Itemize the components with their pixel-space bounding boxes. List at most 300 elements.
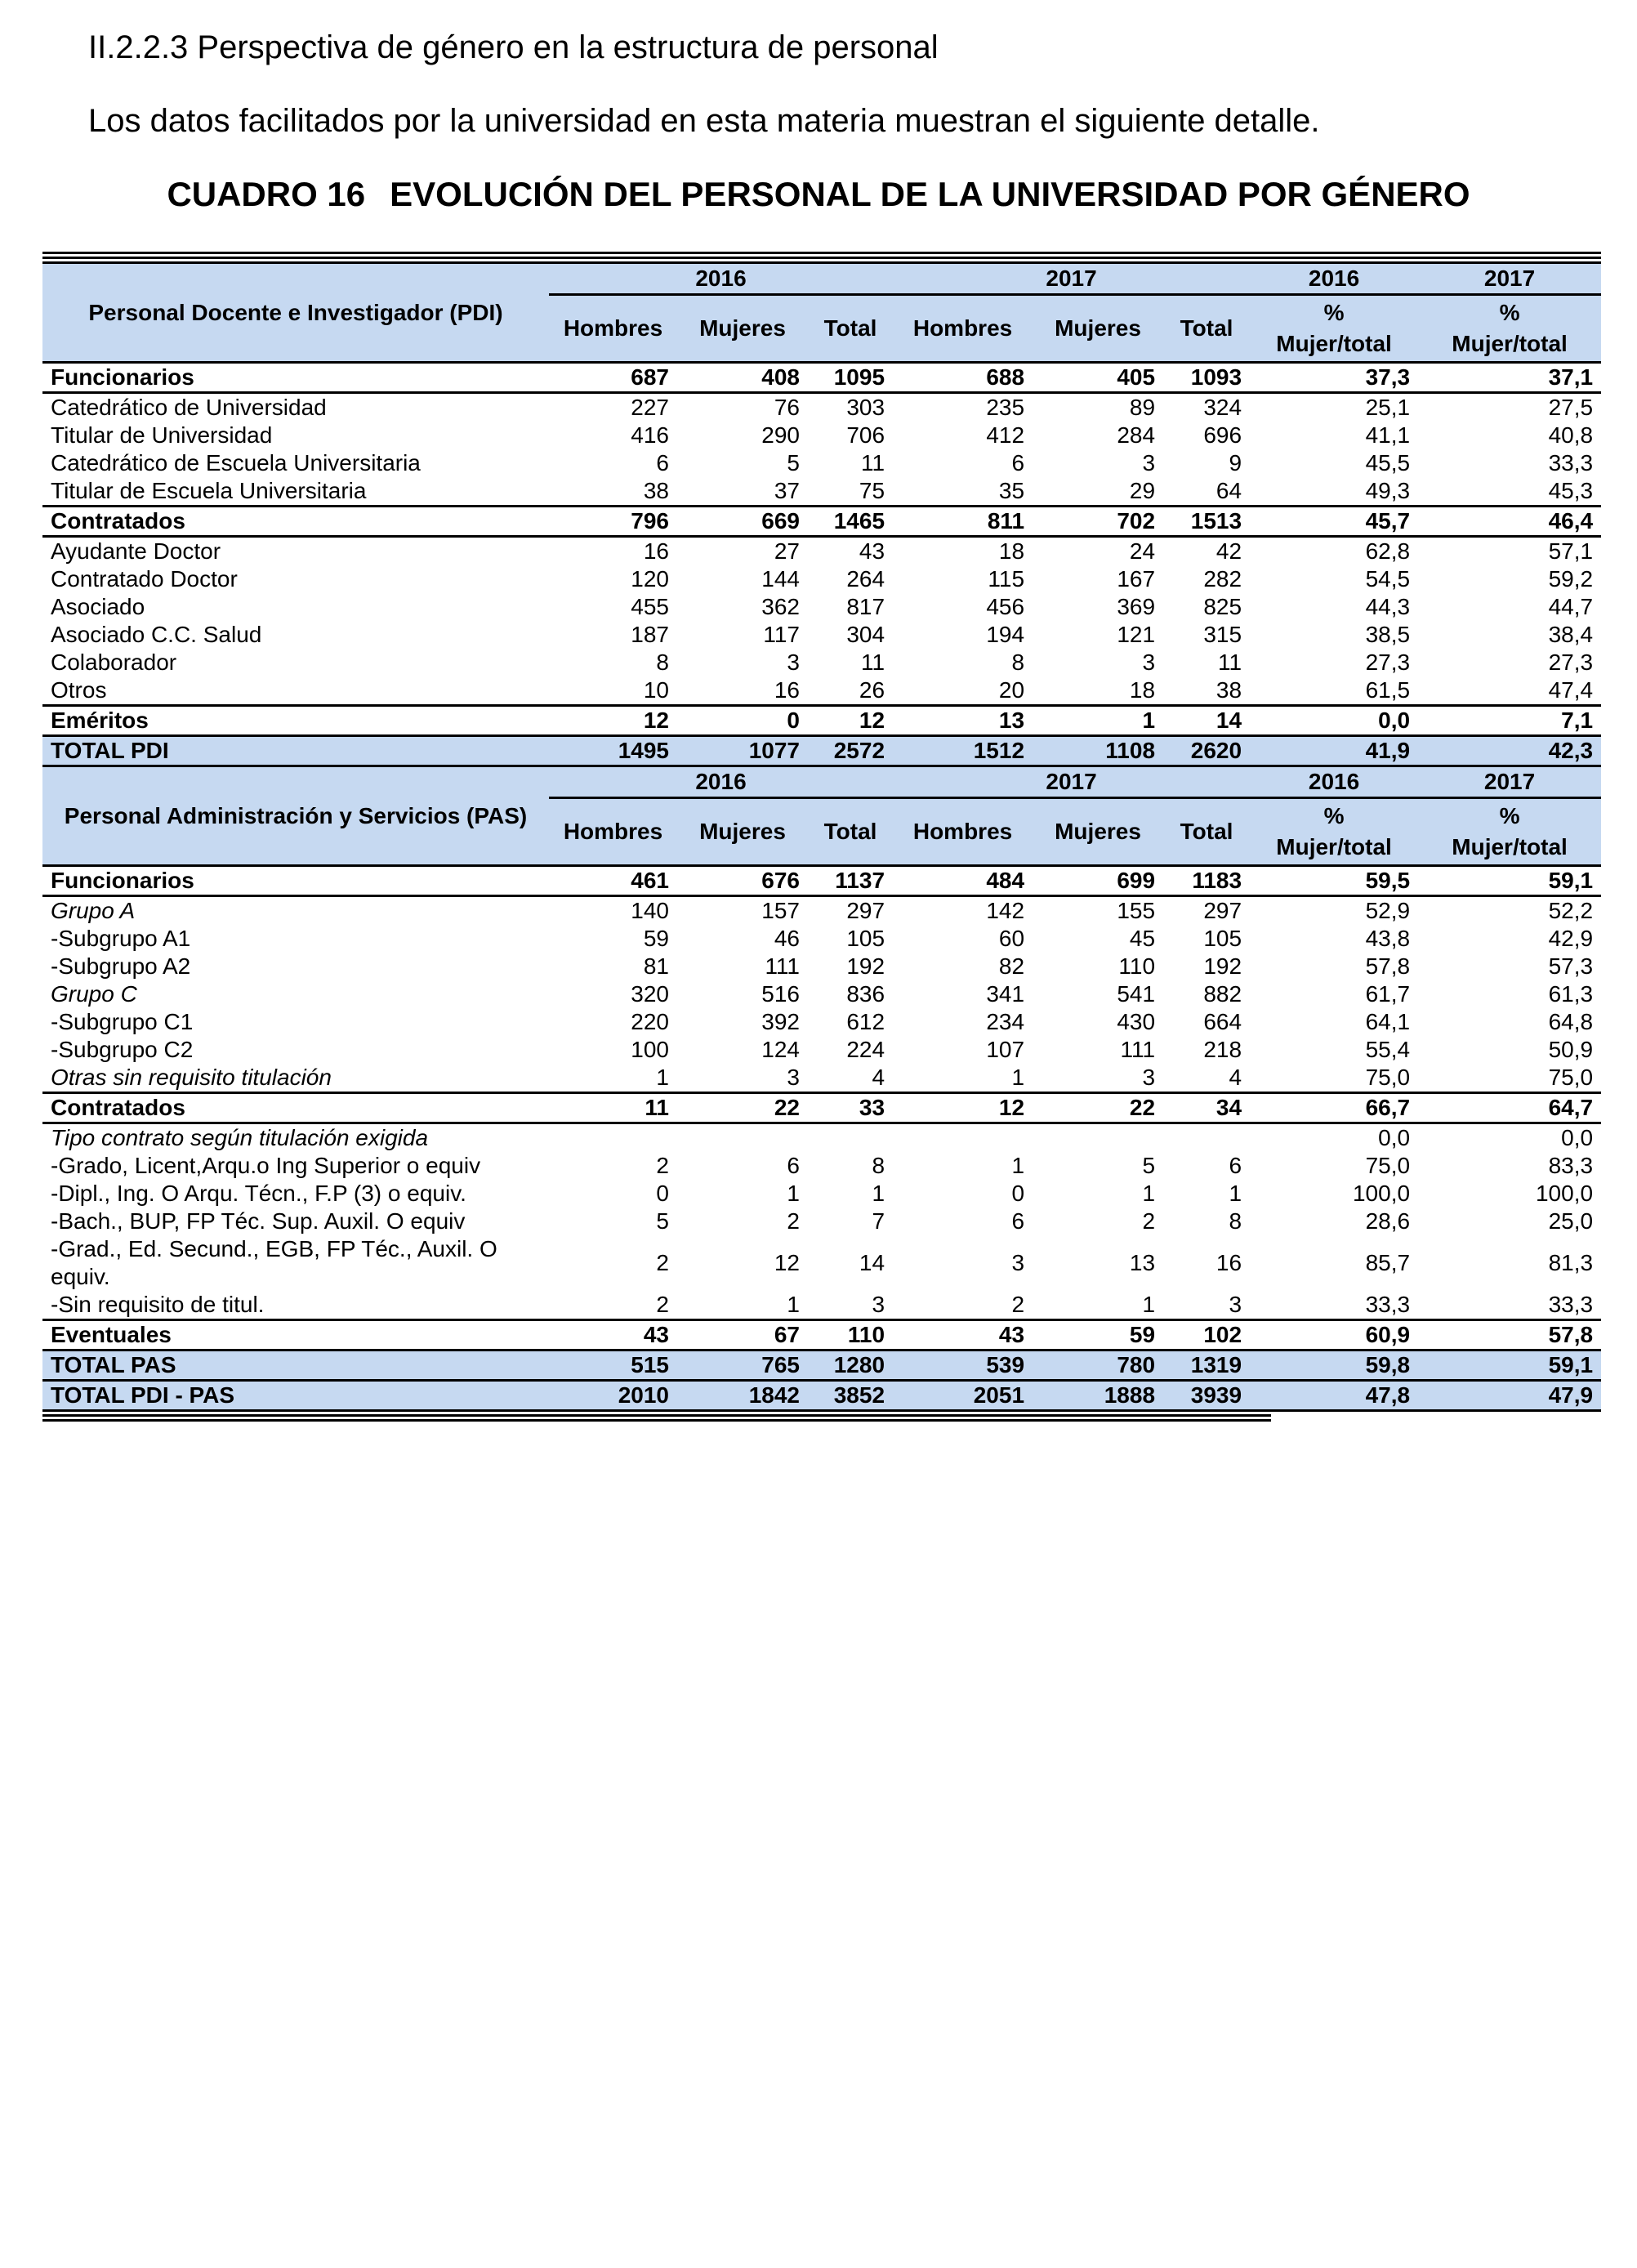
value-cell: 515 — [549, 1351, 677, 1381]
value-cell: 42,3 — [1418, 736, 1601, 766]
pct-mujer-header — [1418, 295, 1601, 363]
value-cell: 167 — [1117, 566, 1156, 592]
value-cell: 3 — [1142, 1065, 1156, 1090]
value-cell: 26 — [859, 677, 885, 703]
value-cell: 3 — [1229, 1292, 1242, 1317]
value-cell: 14 — [859, 1250, 885, 1275]
pct-year-2017-header: 2017 — [1418, 263, 1601, 295]
value-cell: 20 — [998, 677, 1025, 703]
value-cell: 2 — [656, 1153, 669, 1178]
value-cell: 27 — [774, 538, 800, 564]
value-cell: 43 — [893, 1320, 1033, 1351]
row-label: Eméritos — [42, 706, 549, 736]
value-cell: 12 — [774, 1250, 800, 1275]
value-cell: 1495 — [549, 736, 677, 766]
table-row — [42, 1235, 1601, 1291]
value-cell: 2 — [656, 1250, 669, 1275]
value-cell: 1 — [1011, 1065, 1025, 1090]
value-cell: 38,5 — [1365, 622, 1411, 647]
value-cell: 46,4 — [1418, 507, 1601, 537]
value-cell: 0 — [1011, 1181, 1025, 1206]
row-label: -Subgrupo A1 — [51, 926, 191, 951]
value-cell: 67 — [677, 1320, 808, 1351]
value-cell: 405 — [1033, 363, 1163, 393]
row-label: -Bach., BUP, FP Téc. Sup. Auxil. O equiv — [51, 1208, 466, 1234]
value-cell: 284 — [1117, 422, 1156, 448]
value-cell: 1842 — [677, 1381, 808, 1411]
value-cell: 34 — [1163, 1093, 1250, 1123]
value-cell: 83,3 — [1548, 1153, 1594, 1178]
value-cell: 81 — [643, 953, 669, 979]
value-cell: 42,9 — [1548, 926, 1594, 951]
year-2016-header: 2016 — [549, 766, 893, 798]
value-cell: 61,7 — [1365, 981, 1411, 1007]
value-cell: 6 — [787, 1153, 800, 1178]
value-cell: 33,3 — [1548, 450, 1594, 475]
value-cell: 82 — [998, 953, 1025, 979]
value-cell: 45,7 — [1250, 507, 1418, 537]
value-cell: 121 — [1117, 622, 1156, 647]
table-row — [42, 565, 1601, 593]
value-cell: 3 — [1142, 650, 1156, 675]
value-cell: 110 — [808, 1320, 893, 1351]
value-cell: 37,3 — [1250, 363, 1418, 393]
pct-year-2016-header: 2016 — [1250, 263, 1418, 295]
row-label: Catedrático de Universidad — [51, 395, 327, 420]
row-label: Catedrático de Escuela Universitaria — [51, 450, 421, 475]
value-cell: 290 — [761, 422, 800, 448]
row-label: Titular de Universidad — [51, 422, 273, 448]
row-label: TOTAL PDI — [42, 736, 549, 766]
category-row — [42, 866, 1601, 896]
mujeres-header: Mujeres — [1033, 798, 1163, 866]
value-cell: 2 — [1011, 1292, 1025, 1317]
value-cell: 27,3 — [1365, 650, 1411, 675]
value-cell: 484 — [893, 866, 1033, 896]
value-cell: 60,9 — [1250, 1320, 1418, 1351]
row-label: -Grado, Licent,Arqu.o Ing Superior o equiv — [51, 1153, 481, 1178]
value-cell: 687 — [549, 363, 677, 393]
value-cell: 3 — [787, 1065, 800, 1090]
value-cell: 1280 — [808, 1351, 893, 1381]
table-row — [42, 953, 1601, 980]
value-cell: 765 — [677, 1351, 808, 1381]
row-label: Contratados — [42, 507, 549, 537]
value-cell: 44,7 — [1548, 594, 1594, 619]
pct-symbol: % — [1323, 300, 1345, 325]
row-label: Funcionarios — [42, 866, 549, 896]
value-cell: 41,9 — [1250, 736, 1418, 766]
value-cell: 2572 — [808, 736, 893, 766]
pct-label: Mujer/total — [1276, 331, 1392, 356]
value-cell: 1512 — [893, 736, 1033, 766]
value-cell: 107 — [986, 1037, 1025, 1062]
value-cell: 3 — [787, 650, 800, 675]
value-cell: 516 — [761, 981, 800, 1007]
table-row — [42, 422, 1601, 449]
value-cell: 11 — [860, 450, 885, 475]
table-row — [42, 676, 1601, 706]
value-cell: 27,3 — [1548, 650, 1594, 675]
total-row — [42, 1351, 1601, 1381]
value-cell: 120 — [631, 566, 669, 592]
table-row — [42, 980, 1601, 1008]
value-cell: 115 — [988, 566, 1025, 592]
value-cell: 676 — [677, 866, 808, 896]
row-label: -Subgrupo C2 — [51, 1037, 194, 1062]
category-row — [42, 1093, 1601, 1123]
value-cell: 392 — [761, 1009, 800, 1034]
value-cell — [1163, 1123, 1250, 1153]
pct-mujer-header — [1250, 798, 1418, 866]
row-label: TOTAL PAS — [42, 1351, 549, 1381]
value-cell: 59 — [643, 926, 669, 951]
value-cell: 44,3 — [1365, 594, 1411, 619]
value-cell: 38 — [1215, 677, 1242, 703]
intro-paragraph: Los datos facilitados por la universidad en esta materia muestran el siguiente detalle. — [88, 103, 1320, 139]
row-label: Ayudante Doctor — [51, 538, 221, 564]
table-row — [42, 393, 1601, 422]
value-cell: 18 — [998, 538, 1025, 564]
value-cell: 81,3 — [1548, 1250, 1594, 1275]
value-cell: 696 — [1203, 422, 1242, 448]
value-cell: 324 — [1203, 395, 1242, 420]
pct-label: Mujer/total — [1452, 331, 1568, 356]
value-cell: 8 — [656, 650, 669, 675]
value-cell: 49,3 — [1365, 478, 1411, 503]
hombres-header: Hombres — [549, 295, 677, 363]
value-cell: 7 — [872, 1208, 885, 1234]
value-cell: 811 — [893, 507, 1033, 537]
value-cell: 54,5 — [1365, 566, 1411, 592]
value-cell: 4 — [872, 1065, 885, 1090]
value-cell: 1 — [1033, 706, 1163, 736]
row-label: -Subgrupo A2 — [51, 953, 191, 979]
value-cell: 706 — [846, 422, 885, 448]
value-cell: 0,0 — [1250, 706, 1418, 736]
value-cell: 50,9 — [1548, 1037, 1594, 1062]
value-cell: 3939 — [1163, 1381, 1250, 1411]
row-label: -Dipl., Ing. O Arqu. Técn., F.P (3) o equiv. — [51, 1181, 466, 1206]
value-cell: 1137 — [808, 866, 893, 896]
value-cell: 6 — [1229, 1153, 1242, 1178]
value-cell: 25,1 — [1365, 395, 1411, 420]
value-cell: 1095 — [808, 363, 893, 393]
value-cell: 192 — [1203, 953, 1242, 979]
mujeres-header: Mujeres — [677, 798, 808, 866]
value-cell: 66,7 — [1250, 1093, 1418, 1123]
value-cell: 796 — [549, 507, 677, 537]
category-row — [42, 1320, 1601, 1351]
value-cell: 1 — [1229, 1181, 1242, 1206]
total-header: Total — [808, 798, 893, 866]
value-cell: 1 — [1011, 1153, 1025, 1178]
row-label: Contratados — [42, 1093, 549, 1123]
row-label: Contratado Doctor — [51, 566, 238, 592]
value-cell: 412 — [986, 422, 1025, 448]
value-cell: 64 — [1215, 478, 1242, 503]
value-cell: 430 — [1117, 1009, 1156, 1034]
total-header: Total — [1163, 798, 1250, 866]
value-cell: 1 — [787, 1181, 800, 1206]
value-cell: 320 — [631, 981, 669, 1007]
value-cell: 1 — [787, 1292, 800, 1317]
value-cell: 612 — [846, 1009, 885, 1034]
value-cell: 1093 — [1163, 363, 1250, 393]
gender-table-wrapper — [42, 252, 1601, 1422]
gender-staff-table — [42, 261, 1601, 1412]
table-row — [42, 449, 1601, 477]
value-cell: 9 — [1229, 450, 1242, 475]
value-cell: 12 — [808, 706, 893, 736]
table-row — [42, 1123, 1601, 1153]
table-row — [42, 1064, 1601, 1093]
value-cell: 33 — [808, 1093, 893, 1123]
value-cell: 2 — [1142, 1208, 1156, 1234]
value-cell: 234 — [986, 1009, 1025, 1034]
value-cell: 688 — [893, 363, 1033, 393]
value-cell: 102 — [1163, 1320, 1250, 1351]
value-cell: 52,9 — [1365, 898, 1411, 923]
value-cell: 47,8 — [1250, 1381, 1418, 1411]
value-cell: 194 — [986, 622, 1025, 647]
table-row — [42, 477, 1601, 507]
value-cell: 100,0 — [1352, 1181, 1411, 1206]
value-cell: 42 — [1215, 538, 1242, 564]
value-cell: 1 — [1142, 1292, 1156, 1317]
value-cell: 35 — [998, 478, 1025, 503]
value-cell: 64,8 — [1548, 1009, 1594, 1034]
value-cell: 111 — [765, 953, 800, 979]
table-row — [42, 537, 1601, 566]
row-label: Grupo A — [51, 898, 136, 923]
value-cell: 10 — [643, 677, 669, 703]
section-heading: II.2.2.3 Perspectiva de género en la estructura de personal — [88, 29, 939, 65]
value-cell: 235 — [986, 395, 1025, 420]
value-cell: 220 — [631, 1009, 669, 1034]
pct-mujer-header — [1250, 295, 1418, 363]
value-cell: 27,5 — [1548, 395, 1594, 420]
value-cell: 89 — [1129, 395, 1156, 420]
value-cell — [677, 1123, 808, 1153]
value-cell: 192 — [846, 953, 885, 979]
row-label: -Subgrupo C1 — [51, 1009, 194, 1034]
value-cell: 369 — [1117, 594, 1156, 619]
value-cell: 1319 — [1163, 1351, 1250, 1381]
bottom-double-rule — [42, 1414, 1271, 1422]
table-bottom-rule — [42, 1414, 1601, 1422]
value-cell: 408 — [677, 363, 808, 393]
table-caption — [0, 175, 1637, 214]
value-cell: 59,8 — [1250, 1351, 1418, 1381]
value-cell: 1183 — [1163, 866, 1250, 896]
value-cell: 5 — [787, 450, 800, 475]
value-cell: 817 — [846, 594, 885, 619]
pas-body — [42, 866, 1601, 1411]
pas-header — [42, 766, 1601, 866]
value-cell: 33,3 — [1365, 1292, 1411, 1317]
value-cell: 0,0 — [1378, 1125, 1411, 1150]
value-cell: 57,8 — [1365, 953, 1411, 979]
value-cell: 5 — [1142, 1153, 1156, 1178]
value-cell: 3852 — [808, 1381, 893, 1411]
value-cell: 1 — [872, 1181, 885, 1206]
value-cell: 304 — [846, 622, 885, 647]
row-label: Otros — [51, 677, 107, 703]
value-cell: 2620 — [1163, 736, 1250, 766]
value-cell: 25,0 — [1548, 1208, 1594, 1234]
value-cell: 1108 — [1033, 736, 1163, 766]
value-cell: 669 — [677, 507, 808, 537]
row-label: Tipo contrato según titulación exigida — [51, 1125, 429, 1150]
value-cell: 1 — [656, 1065, 669, 1090]
value-cell: 157 — [761, 898, 800, 923]
value-cell: 22 — [1033, 1093, 1163, 1123]
value-cell: 362 — [761, 594, 800, 619]
value-cell: 297 — [1203, 898, 1242, 923]
value-cell: 1513 — [1163, 507, 1250, 537]
table-row — [42, 896, 1601, 926]
value-cell: 14 — [1163, 706, 1250, 736]
value-cell: 40,8 — [1548, 422, 1594, 448]
value-cell: 105 — [846, 926, 885, 951]
table-row — [42, 1180, 1601, 1208]
pct-symbol: % — [1323, 803, 1345, 828]
value-cell: 52,2 — [1548, 898, 1594, 923]
value-cell: 64,7 — [1418, 1093, 1601, 1123]
value-cell: 6 — [1011, 1208, 1025, 1234]
table-top-rule — [42, 252, 1601, 259]
value-cell: 8 — [1229, 1208, 1242, 1234]
value-cell: 75,0 — [1365, 1065, 1411, 1090]
value-cell: 836 — [846, 981, 885, 1007]
value-cell: 2 — [656, 1292, 669, 1317]
row-label: Titular de Escuela Universitaria — [51, 478, 367, 503]
table-row — [42, 621, 1601, 649]
value-cell: 64,1 — [1365, 1009, 1411, 1034]
value-cell: 57,3 — [1548, 953, 1594, 979]
pct-label: Mujer/total — [1452, 834, 1568, 859]
value-cell: 43,8 — [1365, 926, 1411, 951]
value-cell: 0,0 — [1561, 1125, 1594, 1150]
value-cell: 38 — [643, 478, 669, 503]
row-label: TOTAL PDI - PAS — [42, 1381, 549, 1411]
table-title: EVOLUCIÓN DEL PERSONAL DE LA UNIVERSIDAD POR GÉNERO — [390, 175, 1470, 213]
value-cell: 140 — [631, 898, 669, 923]
value-cell: 11 — [860, 650, 885, 675]
value-cell: 61,3 — [1548, 981, 1594, 1007]
value-cell: 85,7 — [1365, 1250, 1411, 1275]
value-cell: 1077 — [677, 736, 808, 766]
table-row — [42, 1291, 1601, 1320]
value-cell: 45 — [1129, 926, 1156, 951]
value-cell: 59,2 — [1548, 566, 1594, 592]
value-cell: 5 — [656, 1208, 669, 1234]
value-cell — [808, 1123, 893, 1153]
value-cell: 664 — [1203, 1009, 1242, 1034]
row-label: Colaborador — [51, 650, 177, 675]
value-cell: 4 — [1229, 1065, 1242, 1090]
value-cell: 1888 — [1033, 1381, 1163, 1411]
value-cell: 111 — [1120, 1037, 1156, 1062]
value-cell: 12 — [893, 1093, 1033, 1123]
pdi-body — [42, 363, 1601, 766]
table-row — [42, 1036, 1601, 1064]
category-row — [42, 507, 1601, 537]
value-cell: 2 — [787, 1208, 800, 1234]
category-row — [42, 706, 1601, 736]
value-cell: 38,4 — [1548, 622, 1594, 647]
value-cell: 8 — [872, 1153, 885, 1178]
value-cell — [549, 1123, 677, 1153]
value-cell: 461 — [549, 866, 677, 896]
value-cell: 416 — [631, 422, 669, 448]
value-cell: 224 — [846, 1037, 885, 1062]
value-cell: 117 — [763, 622, 800, 647]
total-row — [42, 736, 1601, 766]
row-label: -Sin requisito de titul. — [51, 1292, 265, 1317]
year-2017-header: 2017 — [893, 766, 1250, 798]
pct-year-2016-header: 2016 — [1250, 766, 1418, 798]
value-cell: 76 — [774, 395, 800, 420]
value-cell: 55,4 — [1365, 1037, 1411, 1062]
pct-label: Mujer/total — [1276, 834, 1392, 859]
value-cell: 455 — [631, 594, 669, 619]
value-cell: 105 — [1203, 926, 1242, 951]
hombres-header: Hombres — [893, 798, 1033, 866]
value-cell: 100 — [631, 1037, 669, 1062]
value-cell: 47,9 — [1418, 1381, 1601, 1411]
value-cell: 18 — [1129, 677, 1156, 703]
value-cell: 218 — [1203, 1037, 1242, 1062]
value-cell: 6 — [656, 450, 669, 475]
row-label: Asociado — [51, 594, 145, 619]
pct-mujer-header — [1418, 798, 1601, 866]
table-number: CUADRO 16 — [167, 175, 366, 213]
value-cell: 882 — [1203, 981, 1242, 1007]
value-cell: 75,0 — [1365, 1153, 1411, 1178]
hombres-header: Hombres — [549, 798, 677, 866]
table-row — [42, 925, 1601, 953]
value-cell: 59 — [1033, 1320, 1163, 1351]
value-cell: 144 — [761, 566, 800, 592]
value-cell: 47,4 — [1548, 677, 1594, 703]
row-label: Grupo C — [51, 981, 137, 1007]
value-cell: 41,1 — [1365, 422, 1411, 448]
value-cell: 12 — [549, 706, 677, 736]
year-2017-header: 2017 — [893, 263, 1250, 295]
pct-symbol: % — [1499, 300, 1520, 325]
row-label: Otras sin requisito titulación — [51, 1065, 332, 1090]
value-cell: 61,5 — [1365, 677, 1411, 703]
pdi-section-title: Personal Docente e Investigador (PDI) — [42, 263, 549, 363]
value-cell — [893, 1123, 1033, 1153]
value-cell: 456 — [986, 594, 1025, 619]
value-cell: 59,5 — [1250, 866, 1418, 896]
value-cell: 541 — [1117, 981, 1156, 1007]
value-cell: 11 — [1217, 650, 1242, 675]
value-cell: 6 — [1011, 450, 1025, 475]
row-label: -Grad., Ed. Secund., EGB, FP Téc., Auxil. O equiv. — [51, 1236, 497, 1289]
value-cell: 60 — [998, 926, 1025, 951]
value-cell: 0 — [677, 706, 808, 736]
category-row — [42, 363, 1601, 393]
value-cell: 16 — [643, 538, 669, 564]
value-cell: 297 — [846, 898, 885, 923]
value-cell: 780 — [1033, 1351, 1163, 1381]
value-cell: 539 — [893, 1351, 1033, 1381]
value-cell: 3 — [872, 1292, 885, 1317]
